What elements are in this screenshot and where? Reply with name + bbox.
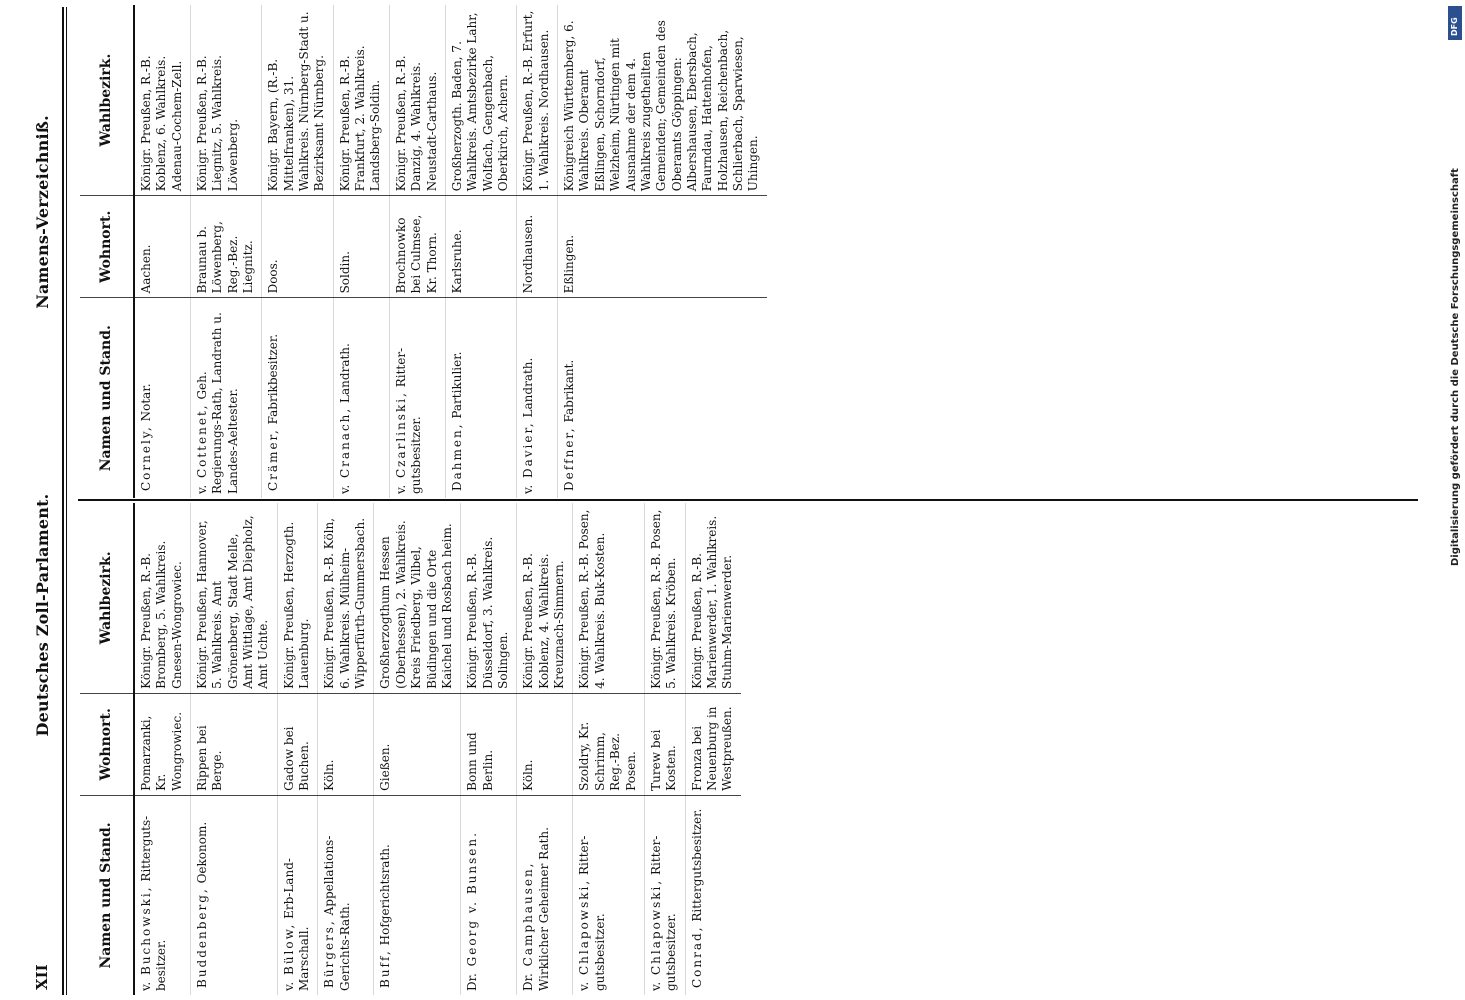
- name-prefix: v.: [648, 981, 663, 991]
- register-entry: [461, 503, 517, 995]
- residence-cell: Karlsruhe.: [445, 196, 516, 298]
- dfg-logo-text: DFG: [1450, 17, 1459, 36]
- register-entry: [517, 5, 558, 498]
- register-table-right: [80, 5, 767, 498]
- register-entry: [685, 503, 741, 995]
- member-status: Rittergutsbesitzer.: [689, 808, 704, 922]
- electoral-district-cell: Königr. Preußen, Herzogth. Lauenburg.: [277, 503, 318, 693]
- register-entry: [318, 503, 374, 995]
- name-and-status-cell: [644, 795, 685, 995]
- name-and-status-cell: [190, 298, 261, 498]
- name-and-status-cell: [262, 298, 333, 498]
- column-header-residence: Wohnort.: [80, 693, 134, 795]
- column-header-name: Namen und Stand.: [80, 795, 134, 995]
- name-and-status-cell: [445, 298, 516, 498]
- member-status: Notar.: [138, 383, 153, 422]
- digitization-credit: [1448, 6, 1462, 994]
- member-surname: Buff,: [378, 949, 393, 988]
- name-prefix: v.: [577, 981, 592, 991]
- name-and-status-cell: [318, 795, 374, 995]
- running-head-left: Deutsches Zoll-Parlament.: [33, 493, 52, 737]
- column-header-residence: Wohnort.: [80, 196, 134, 298]
- member-surname: Bülow,: [281, 922, 296, 975]
- electoral-district-cell: Königreich Württemberg, 6. Wahlkreis. Oberamt Eßlingen, Schorndorf, Welzheim, Nürtingen mit Ausnahme der dem 4. Wahlkreis zugetheilten Gemeinden; Gemeinden des Oberamts Göppingen: Albershausen, Ebersbach, Faurndau, Hattenhofen, Holzhausen, Reichenbach, Schlierbach, Sparwiesen, Uhingen.: [558, 5, 767, 196]
- page-number: XII: [33, 964, 51, 990]
- member-surname: Chlapowski,: [648, 878, 663, 975]
- name-and-status-cell: [558, 298, 767, 498]
- name-and-status-cell: [333, 298, 389, 498]
- register-entry: [517, 503, 573, 995]
- member-status: Wirklicher Geheimer Rath.: [536, 827, 551, 991]
- residence-cell: Braunau b. Löwenberg, Reg.-Bez. Liegnitz.: [190, 196, 261, 298]
- register-table-left: [80, 503, 741, 995]
- electoral-district-cell: Königr. Bayern, (R.-B. Mittelfranken), 31. Wahlkreis. Nürnberg-Stadt u. Bezirksamt Nürnberg.: [262, 5, 333, 196]
- name-and-status-cell: [573, 795, 644, 995]
- name-prefix: v.: [194, 484, 209, 494]
- register-entry: [445, 5, 516, 498]
- electoral-district-cell: Königr. Preußen, R.-B. Danzig, 4. Wahlkreis. Neustadt-Carthaus.: [389, 5, 445, 196]
- residence-cell: Köln.: [517, 693, 573, 795]
- member-surname: Conrad,: [689, 925, 704, 988]
- name-and-status-cell: [134, 298, 191, 498]
- electoral-district-cell: Königr. Preußen, R.-B. Marienwerder, 1. Wahlkreis. Stuhm-Marienwerder.: [685, 503, 741, 693]
- register-table-right-half: [80, 5, 1420, 498]
- electoral-district-cell: Großherzogthum Hessen (Oberhessen), 2. Wahlkreis. Kreis Friedberg, Vilbel, Büdingen und die Orte Kaichel und Rosbach heim.: [374, 503, 461, 693]
- residence-cell: Szoldry, Kr. Schrimm, Reg.-Bez. Posen.: [573, 693, 644, 795]
- residence-cell: Eßlingen.: [558, 196, 767, 298]
- member-surname: Buddenberg,: [194, 887, 209, 988]
- electoral-district-cell: Königr. Preußen, R.-B. Düsseldorf, 3. Wahlkreis. Solingen.: [461, 503, 517, 693]
- member-status: Fabrikant.: [562, 359, 577, 423]
- name-and-status-cell: [277, 795, 318, 995]
- electoral-district-cell: Königr. Preußen, R.-B. Frankfurt, 2. Wahlkreis. Landsberg-Soldin.: [333, 5, 389, 196]
- dfg-logo: [1448, 6, 1462, 40]
- column-header-district: Wahlbezirk.: [80, 503, 134, 693]
- register-table-left-half: [80, 503, 1420, 995]
- member-surname: Czarlinski,: [393, 391, 408, 478]
- member-status: Ritterguts-besitzer.: [138, 815, 169, 991]
- running-head-right: Namens-Verzeichniß.: [33, 115, 52, 309]
- register-rows-right: [134, 5, 767, 498]
- member-surname: Dahmen,: [449, 422, 464, 491]
- name-prefix: Dr.: [465, 973, 480, 991]
- register-entry: [134, 5, 191, 498]
- member-status: Ritter-gutsbesitzer.: [393, 347, 424, 494]
- column-header-row: [80, 503, 134, 995]
- member-status: Partikulier.: [449, 351, 464, 419]
- register-entry: [190, 5, 261, 498]
- column-header-row: [80, 5, 134, 498]
- residence-cell: Brochnowko bei Culmsee, Kr. Thorn.: [389, 196, 445, 298]
- register-entry: [190, 503, 277, 995]
- register-rows-left: [134, 503, 741, 995]
- name-and-status-cell: [190, 795, 277, 995]
- electoral-district-cell: Großherzogth. Baden, 7. Wahlkreis. Amtsbezirke Lahr, Wolfach, Gengenbach, Oberkirch, Achern.: [445, 5, 516, 196]
- member-surname: Bürgers,: [322, 919, 337, 988]
- residence-cell: Turew bei Kosten.: [644, 693, 685, 795]
- member-surname: Buchowski,: [138, 885, 153, 975]
- member-surname: Davier,: [521, 421, 536, 478]
- electoral-district-cell: Königr. Preußen, R.-B. Erfurt, 1. Wahlkreis. Nordhausen.: [517, 5, 558, 196]
- name-prefix: v.: [337, 484, 352, 494]
- member-surname: Cranach,: [337, 406, 352, 478]
- electoral-district-cell: Königr. Preußen, R.-B. Koblenz, 6. Wahlkreis. Adenau-Cochem-Zell.: [138, 55, 184, 192]
- member-surname: Crämer,: [266, 428, 281, 491]
- column-header-name: Namen und Stand.: [80, 298, 134, 498]
- member-status: Ritter-gutsbesitzer.: [577, 835, 607, 991]
- name-prefix: v.: [521, 484, 536, 494]
- column-divider: [78, 499, 1418, 501]
- name-and-status-cell: [517, 795, 573, 995]
- name-prefix: v.: [393, 484, 408, 494]
- header-rule-thin: [66, 7, 67, 995]
- residence-cell: Fronza bei Neuenburg in Westpreußen.: [685, 693, 741, 795]
- credit-text: Digitalisierung gefördert durch die Deutsche Forschungsgemeinschaft: [1450, 168, 1461, 566]
- register-entry: [134, 503, 191, 995]
- residence-cell: Pomarzanki, Kr. Wongrowiec.: [134, 693, 191, 795]
- register-entry: [573, 503, 644, 995]
- register-entry: [558, 5, 767, 498]
- name-and-status-cell: [374, 795, 461, 995]
- residence-cell: Gadow bei Buchen.: [277, 693, 318, 795]
- residence-cell: Aachen.: [134, 196, 191, 298]
- member-surname: Chlapowski,: [577, 878, 592, 975]
- name-and-status-cell: [685, 795, 741, 995]
- residence-cell: Rippen bei Berge.: [190, 693, 277, 795]
- register-entry: [374, 503, 461, 995]
- name-prefix: v.: [281, 981, 296, 991]
- residence-cell: Bonn und Berlin.: [461, 693, 517, 795]
- member-status: Oekonom.: [194, 821, 209, 884]
- member-status: Erb-Land-Marschall.: [281, 858, 312, 991]
- member-status: Ritter-gutsbesitzer.: [648, 835, 679, 991]
- member-status: Landrath.: [521, 357, 536, 418]
- member-status: Fabrikbesitzer.: [266, 333, 281, 425]
- register-entry: [262, 5, 333, 498]
- member-status: Landrath.: [337, 343, 352, 403]
- electoral-district-cell: Königr. Preußen, R.-B. Bromberg, 5. Wahlkreis. Gnesen-Wongrowiec.: [138, 540, 184, 689]
- member-status: Hofgerichtsrath.: [378, 844, 393, 946]
- residence-cell: Nordhausen.: [517, 196, 558, 298]
- residence-cell: Doos.: [262, 196, 333, 298]
- register-entry: [644, 503, 685, 995]
- member-status: Geh. Regierungs-Rath, Landrath u. Landes-Aeltester.: [194, 312, 240, 494]
- member-surname: Camphausen,: [521, 861, 536, 967]
- electoral-district-cell: Königr. Preußen, R.-B. Posen, 5. Wahlkreis. Kröben.: [644, 503, 685, 693]
- electoral-district-cell: Königr. Preußen, R.-B. Köln, 6. Wahlkreis. Mülheim-Wipperfürth-Gummersbach.: [318, 503, 374, 693]
- electoral-district-cell: Königr. Preußen, Hannover, 5. Wahlkreis. Amt Grönenberg, Stadt Melle, Amt Wittlage, Amt Diepholz, Amt Uchte.: [190, 503, 277, 693]
- member-surname: Deffner,: [562, 426, 577, 491]
- electoral-district-cell: Königr. Preußen, R.-B. Posen, 4. Wahlkreis. Buk-Kosten.: [573, 503, 644, 693]
- name-prefix: Dr.: [521, 973, 536, 991]
- name-and-status-cell: [389, 298, 445, 498]
- residence-cell: Köln.: [318, 693, 374, 795]
- name-prefix: v.: [138, 981, 153, 991]
- electoral-district-cell: Königr. Preußen, R.-B. Liegnitz, 5. Wahlkreis. Löwenberg.: [190, 5, 261, 196]
- column-header-district: Wahlbezirk.: [80, 5, 134, 196]
- register-entry: [333, 5, 389, 498]
- electoral-district-cell: Königr. Preußen, R.-B. Koblenz, 4. Wahlkreis. Kreuznach-Simmern.: [517, 503, 573, 693]
- member-surname: Cottenet,: [194, 403, 209, 478]
- name-and-status-cell: [517, 298, 558, 498]
- name-and-status-cell: [461, 795, 517, 995]
- register-entry: [389, 5, 445, 498]
- member-surname: Georg v. Bunsen.: [465, 831, 480, 967]
- register-entry: [277, 503, 318, 995]
- residence-cell: Gießen.: [374, 693, 461, 795]
- member-surname: Cornely,: [138, 425, 153, 491]
- header-rule: [62, 7, 64, 995]
- member-status: Appellations-Gerichts-Rath.: [322, 835, 352, 991]
- name-and-status-cell: [134, 795, 191, 995]
- residence-cell: Soldin.: [333, 196, 389, 298]
